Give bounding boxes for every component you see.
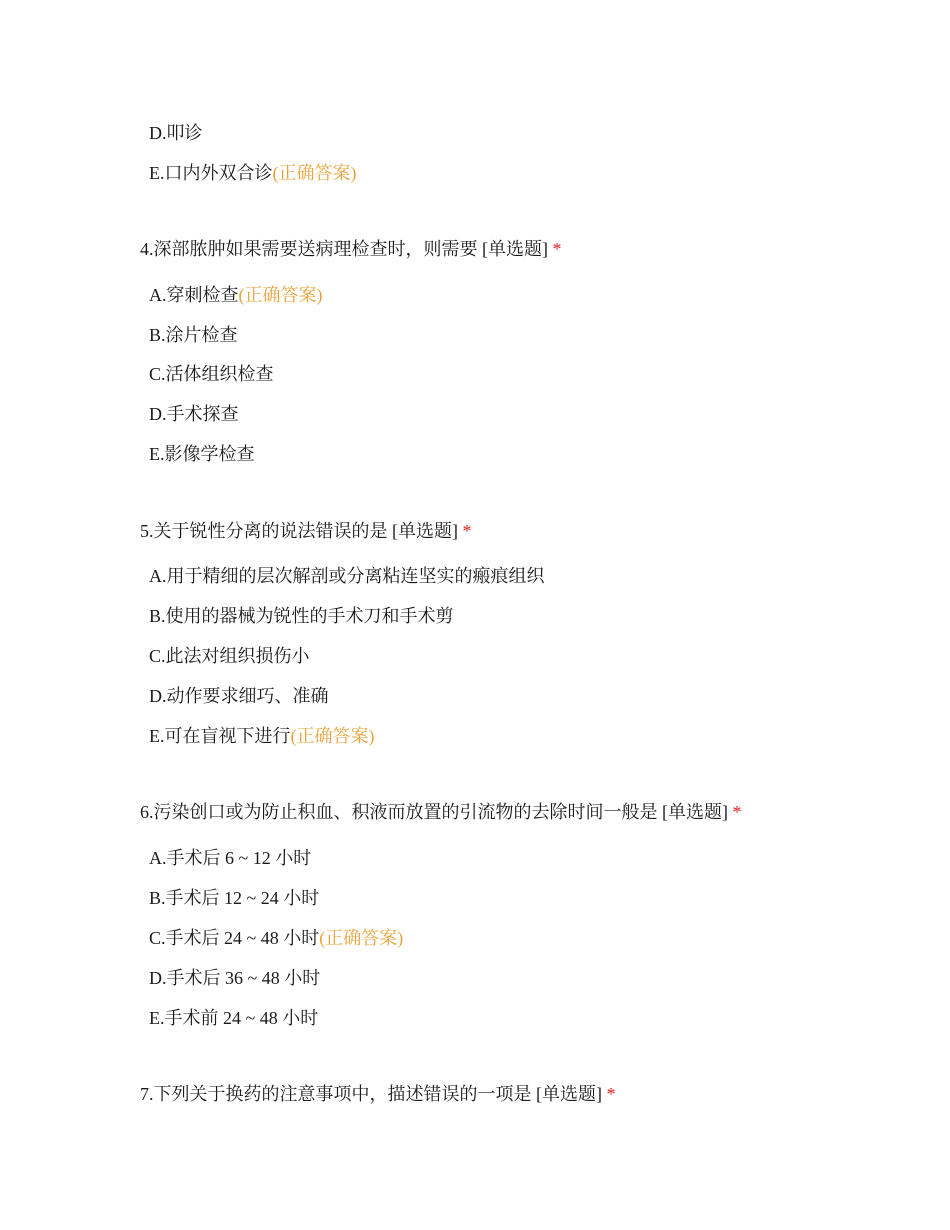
question-text: 4.深部脓肿如果需要送病理检查时，则需要 [单选题] [140,239,548,259]
required-mark: * [462,521,472,541]
option-label: C.手术后 24 ~ 48 小时 [149,928,320,948]
option-label: D.手术探查 [149,404,239,424]
q5-option-c [149,644,310,668]
required-mark: * [606,1084,616,1104]
question-text: 7.下列关于换药的注意事项中，描述错误的一项是 [单选题] [140,1084,602,1104]
option-label: B.使用的器械为锐性的手术刀和手术剪 [149,606,454,626]
q4-option-e [149,442,255,466]
q3-option-e [149,161,357,185]
q4-option-c [149,362,274,386]
question-text: 6.污染创口或为防止积血、积液而放置的引流物的去除时间一般是 [单选题] [140,802,728,822]
q6-option-b [149,886,319,910]
correct-answer-tag: (正确答案) [238,285,323,305]
q6-option-a [149,846,311,870]
option-label: E.影像学检查 [149,444,255,464]
option-label: B.手术后 12 ~ 24 小时 [149,888,320,908]
option-label: E.口内外双合诊 [149,163,273,183]
q5-option-a [149,564,545,588]
q6-option-e [149,1006,318,1030]
question-5-title [140,519,472,543]
question-6-title [140,800,742,824]
question-4-title [140,237,562,261]
q6-option-d [149,966,320,990]
q6-option-c [149,926,403,950]
option-label: C.活体组织检查 [149,364,274,384]
q4-option-d [149,402,239,426]
option-label: E.可在盲视下进行 [149,726,291,746]
option-label: C.此法对组织损伤小 [149,646,310,666]
correct-answer-tag: (正确答案) [319,928,404,948]
question-text: 5.关于锐性分离的说法错误的是 [单选题] [140,521,458,541]
q5-option-d [149,684,329,708]
required-mark: * [732,802,742,822]
q3-option-d [149,121,203,145]
correct-answer-tag: (正确答案) [290,726,375,746]
required-mark: * [552,239,562,259]
option-label: D.手术后 36 ~ 48 小时 [149,968,321,988]
option-label: B.涂片检查 [149,325,238,345]
q4-option-b [149,323,238,347]
option-label: A.手术后 6 ~ 12 小时 [149,848,312,868]
option-label: A.穿刺检查 [149,285,239,305]
q5-option-b [149,604,454,628]
question-7-title [140,1082,616,1106]
q4-option-a [149,283,323,307]
option-label: A.用于精细的层次解剖或分离粘连坚实的瘢痕组织 [149,566,545,586]
option-label: E.手术前 24 ~ 48 小时 [149,1008,319,1028]
option-label: D.叩诊 [149,123,203,143]
correct-answer-tag: (正确答案) [272,163,357,183]
option-label: D.动作要求细巧、准确 [149,686,329,706]
q5-option-e [149,724,375,748]
